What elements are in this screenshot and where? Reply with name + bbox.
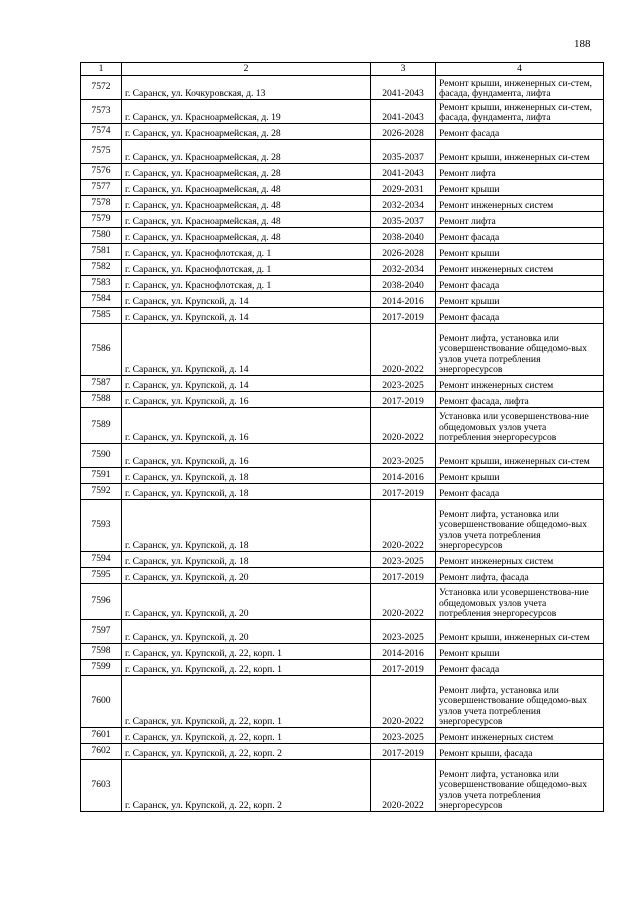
row-number: 7598: [81, 644, 122, 660]
period-cell: 2017-2019: [371, 484, 436, 500]
period-cell: 2035-2037: [371, 140, 436, 164]
address-cell: г. Саранск, ул. Краснофлотская, д. 1: [122, 260, 371, 276]
address-cell: г. Саранск, ул. Крупской, д. 20: [122, 568, 371, 584]
table-row: [81, 212, 604, 228]
period-cell: 2035-2037: [371, 212, 436, 228]
address-cell: г. Саранск, ул. Красноармейская, д. 48: [122, 180, 371, 196]
column-header-2: 2: [122, 63, 371, 76]
row-number: 7574: [81, 124, 122, 140]
table-row: [81, 180, 604, 196]
period-cell: 2041-2043: [371, 164, 436, 180]
work-type-cell: Ремонт крыши, инженерных си-стем, фасада, фундамента, лифта: [436, 100, 604, 124]
address-cell: г. Саранск, ул. Крупской, д. 22, корп. 2: [122, 744, 371, 760]
table-row: [81, 620, 604, 644]
period-cell: 2020-2022: [371, 760, 436, 812]
row-number: 7591: [81, 468, 122, 484]
address-cell: г. Саранск, ул. Крупской, д. 18: [122, 468, 371, 484]
row-number: 7583: [81, 276, 122, 292]
period-cell: 2023-2025: [371, 376, 436, 392]
work-type-cell: Ремонт фасада: [436, 308, 604, 324]
row-number: 7592: [81, 484, 122, 500]
row-number: 7582: [81, 260, 122, 276]
work-type-cell: Ремонт крыши, инженерных си-стем, фасада, фундамента, лифта: [436, 76, 604, 100]
address-cell: г. Саранск, ул. Крупской, д. 22, корп. 1: [122, 676, 371, 728]
table-row: [81, 376, 604, 392]
period-cell: 2023-2025: [371, 444, 436, 468]
table-row: [81, 444, 604, 468]
period-cell: 2023-2025: [371, 620, 436, 644]
work-type-cell: Ремонт лифта, установка или усовершенствование общедомо-вых узлов учета потребления энергоресурсов: [436, 500, 604, 552]
period-cell: 2014-2016: [371, 292, 436, 308]
row-number: 7603: [81, 760, 122, 812]
table-row: [81, 728, 604, 744]
table-row: [81, 124, 604, 140]
address-cell: г. Саранск, ул. Крупской, д. 16: [122, 392, 371, 408]
period-cell: 2017-2019: [371, 568, 436, 584]
row-number: 7600: [81, 676, 122, 728]
page-number: 188: [574, 38, 591, 50]
work-type-cell: Установка или усовершенствова-ние общедомовых узлов учета потребления энергоресурсов: [436, 408, 604, 444]
work-type-cell: Ремонт крыши: [436, 244, 604, 260]
work-type-cell: Ремонт фасада: [436, 124, 604, 140]
address-cell: г. Саранск, ул. Крупской, д. 22, корп. 1: [122, 644, 371, 660]
period-cell: 2020-2022: [371, 324, 436, 376]
address-cell: г. Саранск, ул. Крупской, д. 20: [122, 584, 371, 620]
table-row: [81, 584, 604, 620]
row-number: 7588: [81, 392, 122, 408]
period-cell: 2017-2019: [371, 744, 436, 760]
table-row: [81, 276, 604, 292]
row-number: 7599: [81, 660, 122, 676]
work-type-cell: Ремонт инженерных систем: [436, 376, 604, 392]
table-row: [81, 244, 604, 260]
work-type-cell: Ремонт крыши: [436, 180, 604, 196]
header-row: [81, 63, 604, 76]
period-cell: 2026-2028: [371, 244, 436, 260]
period-cell: 2020-2022: [371, 500, 436, 552]
row-number: 7602: [81, 744, 122, 760]
address-cell: г. Саранск, ул. Крупской, д. 14: [122, 324, 371, 376]
row-number: 7575: [81, 140, 122, 164]
period-cell: 2023-2025: [371, 728, 436, 744]
table-row: [81, 660, 604, 676]
address-cell: г. Саранск, ул. Крупской, д. 14: [122, 292, 371, 308]
work-type-cell: Ремонт лифта, установка или усовершенствование общедомо-вых узлов учета потребления энергоресурсов: [436, 324, 604, 376]
table-row: [81, 260, 604, 276]
period-cell: 2023-2025: [371, 552, 436, 568]
row-number: 7578: [81, 196, 122, 212]
work-type-cell: Ремонт фасада: [436, 276, 604, 292]
row-number: 7586: [81, 324, 122, 376]
row-number: 7587: [81, 376, 122, 392]
work-type-cell: Ремонт лифта, установка или усовершенствование общедомо-вых узлов учета потребления энергоресурсов: [436, 676, 604, 728]
table-row: [81, 228, 604, 244]
column-header-4: 4: [436, 63, 604, 76]
address-cell: г. Саранск, ул. Красноармейская, д. 48: [122, 196, 371, 212]
address-cell: г. Саранск, ул. Крупской, д. 22, корп. 2: [122, 760, 371, 812]
work-type-cell: Ремонт инженерных систем: [436, 728, 604, 744]
address-cell: г. Саранск, ул. Красноармейская, д. 28: [122, 140, 371, 164]
table-row: [81, 760, 604, 812]
work-type-cell: Ремонт фасада, лифта: [436, 392, 604, 408]
work-type-cell: Ремонт инженерных систем: [436, 260, 604, 276]
table-row: [81, 100, 604, 124]
row-number: 7590: [81, 444, 122, 468]
row-number: 7601: [81, 728, 122, 744]
work-type-cell: Ремонт фасада: [436, 228, 604, 244]
period-cell: 2038-2040: [371, 276, 436, 292]
work-type-cell: Ремонт крыши: [436, 292, 604, 308]
work-type-cell: Установка или усовершенствова-ние общедомовых узлов учета потребления энергоресурсов: [436, 584, 604, 620]
table-row: [81, 324, 604, 376]
period-cell: 2017-2019: [371, 392, 436, 408]
work-type-cell: Ремонт крыши, фасада: [436, 744, 604, 760]
address-cell: г. Саранск, ул. Красноармейская, д. 48: [122, 212, 371, 228]
row-number: 7589: [81, 408, 122, 444]
work-type-cell: Ремонт инженерных систем: [436, 196, 604, 212]
row-number: 7580: [81, 228, 122, 244]
row-number: 7594: [81, 552, 122, 568]
row-number: 7572: [81, 76, 122, 100]
period-cell: 2032-2034: [371, 196, 436, 212]
row-number: 7596: [81, 584, 122, 620]
row-number: 7585: [81, 308, 122, 324]
address-cell: г. Саранск, ул. Красноармейская, д. 19: [122, 100, 371, 124]
period-cell: 2017-2019: [371, 660, 436, 676]
table-row: [81, 196, 604, 212]
address-cell: г. Саранск, ул. Крупской, д. 18: [122, 552, 371, 568]
work-type-cell: Ремонт крыши, инженерных си-стем: [436, 140, 604, 164]
address-cell: г. Саранск, ул. Красноармейская, д. 28: [122, 124, 371, 140]
row-number: 7595: [81, 568, 122, 584]
work-type-cell: Ремонт фасада: [436, 660, 604, 676]
row-number: 7573: [81, 100, 122, 124]
row-number: 7579: [81, 212, 122, 228]
address-cell: г. Саранск, ул. Крупской, д. 14: [122, 308, 371, 324]
table-row: [81, 484, 604, 500]
period-cell: 2026-2028: [371, 124, 436, 140]
table-row: [81, 676, 604, 728]
address-cell: г. Саранск, ул. Крупской, д. 22, корп. 1: [122, 728, 371, 744]
work-type-cell: Ремонт лифта: [436, 212, 604, 228]
period-cell: 2014-2016: [371, 468, 436, 484]
work-type-cell: Ремонт крыши: [436, 468, 604, 484]
work-type-cell: Ремонт крыши, инженерных си-стем: [436, 620, 604, 644]
table-row: [81, 164, 604, 180]
table-row: [81, 392, 604, 408]
address-cell: г. Саранск, ул. Краснофлотская, д. 1: [122, 244, 371, 260]
period-cell: 2020-2022: [371, 676, 436, 728]
address-cell: г. Саранск, ул. Крупской, д. 22, корп. 1: [122, 660, 371, 676]
row-number: 7597: [81, 620, 122, 644]
period-cell: 2020-2022: [371, 408, 436, 444]
work-type-cell: Ремонт крыши, инженерных си-стем: [436, 444, 604, 468]
row-number: 7584: [81, 292, 122, 308]
table-row: [81, 292, 604, 308]
table-row: [81, 408, 604, 444]
table-row: [81, 500, 604, 552]
address-cell: г. Саранск, ул. Крупской, д. 18: [122, 484, 371, 500]
row-number: 7581: [81, 244, 122, 260]
period-cell: 2029-2031: [371, 180, 436, 196]
period-cell: 2032-2034: [371, 260, 436, 276]
address-cell: г. Саранск, ул. Краснофлотская, д. 1: [122, 276, 371, 292]
row-number: 7576: [81, 164, 122, 180]
work-type-cell: Ремонт инженерных систем: [436, 552, 604, 568]
work-type-cell: Ремонт фасада: [436, 484, 604, 500]
address-cell: г. Саранск, ул. Красноармейская, д. 48: [122, 228, 371, 244]
work-type-cell: Ремонт лифта, установка или усовершенствование общедомо-вых узлов учета потребления энергоресурсов: [436, 760, 604, 812]
table-row: [81, 568, 604, 584]
period-cell: 2017-2019: [371, 308, 436, 324]
table-row: [81, 140, 604, 164]
period-cell: 2041-2043: [371, 76, 436, 100]
address-cell: г. Саранск, ул. Крупской, д. 18: [122, 500, 371, 552]
address-cell: г. Саранск, ул. Крупской, д. 16: [122, 408, 371, 444]
work-type-cell: Ремонт лифта: [436, 164, 604, 180]
address-cell: г. Саранск, ул. Кочкуровская, д. 13: [122, 76, 371, 100]
address-cell: г. Саранск, ул. Крупской, д. 14: [122, 376, 371, 392]
table-row: [81, 744, 604, 760]
address-cell: г. Саранск, ул. Красноармейская, д. 28: [122, 164, 371, 180]
table-row: [81, 468, 604, 484]
work-type-cell: Ремонт лифта, фасада: [436, 568, 604, 584]
row-number: 7577: [81, 180, 122, 196]
address-cell: г. Саранск, ул. Крупской, д. 20: [122, 620, 371, 644]
table-row: [81, 644, 604, 660]
repair-schedule-table: [80, 62, 604, 812]
table-row: [81, 552, 604, 568]
period-cell: 2038-2040: [371, 228, 436, 244]
row-number: 7593: [81, 500, 122, 552]
work-type-cell: Ремонт крыши: [436, 644, 604, 660]
table-row: [81, 76, 604, 100]
column-header-1: 1: [81, 63, 122, 76]
period-cell: 2020-2022: [371, 584, 436, 620]
period-cell: 2041-2043: [371, 100, 436, 124]
column-header-3: 3: [371, 63, 436, 76]
period-cell: 2014-2016: [371, 644, 436, 660]
table-row: [81, 308, 604, 324]
address-cell: г. Саранск, ул. Крупской, д. 16: [122, 444, 371, 468]
